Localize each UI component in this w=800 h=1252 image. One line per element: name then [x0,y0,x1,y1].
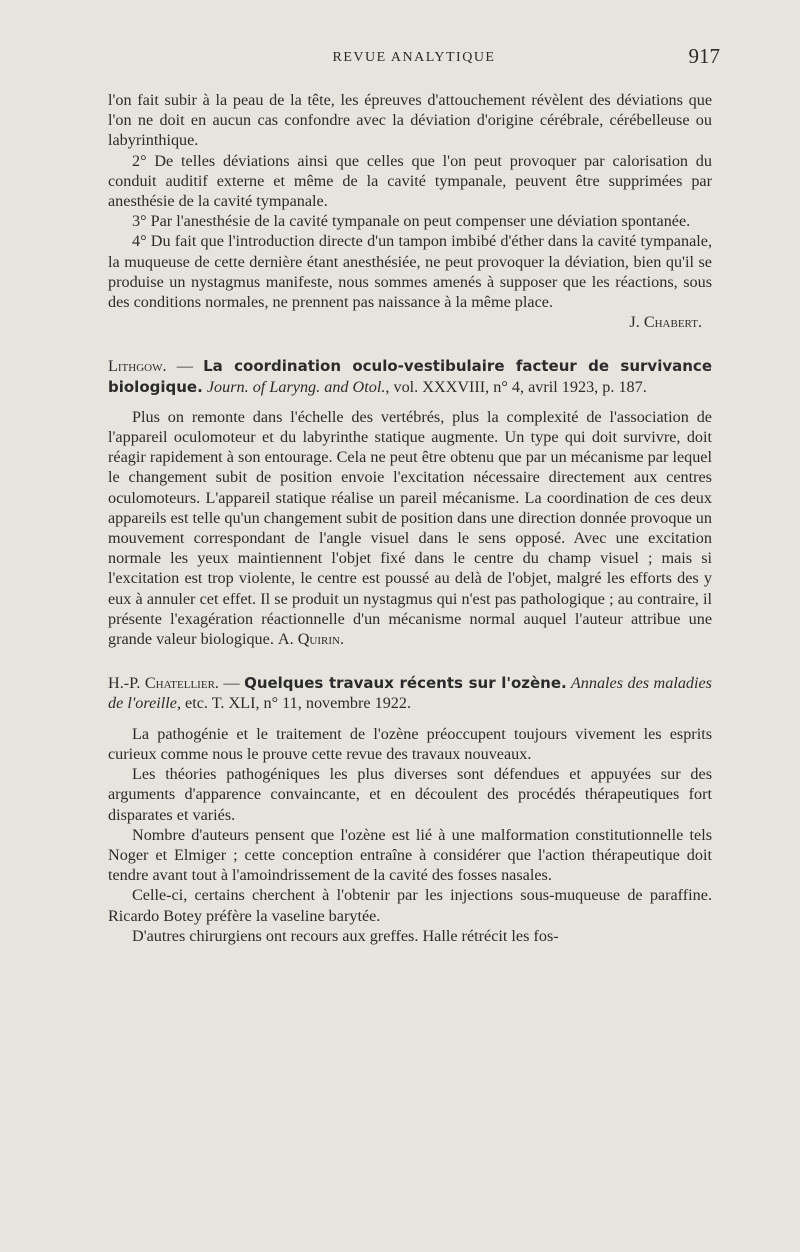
signature-quirin: A. Quirin. [277,630,344,649]
author-chatellier: H.-P. Chatellier. [108,674,219,693]
running-head: REVUE ANALYTIQUE [332,50,496,65]
abstract-lithgow [108,407,712,649]
article-title-chatellier: Quelques travaux récents sur l'ozène. [244,674,567,693]
paragraph-2: Les théories pathogéniques les plus diverses sont défendues et appuyées sur des arguments d'apparence convaincante, et en découlent des procédés thérapeutiques fort disparates et variés. [108,765,712,824]
reference-lithgow [108,356,712,396]
reference-chatellier [108,673,712,713]
paragraph-continued: l'on fait subir à la peau de la tête, les épreuves d'attouchement révèlent des déviations que l'on ne doit en aucun cas confondre avec la déviation d'origine cérébrale, cérébelleuse ou labyrinthique. [108,91,712,150]
page-number: 917 [688,44,720,68]
paragraph-4: Celle-ci, certains cherchent à l'obtenir par les injections sous-muqueuse de paraffine. Ricardo Botey préfère la vaseline barytée. [108,886,712,925]
journal-lithgow: Journ. of Laryng. and Otol. [202,377,386,396]
paragraph-3: Nombre d'auteurs pensent que l'ozène est lié à une malformation constitutionnelle tels Noger et Elmiger ; cette conception entraîne à considérer que l'action thérapeutique doit tendre avant tout à l'amoindrissement de la cavité des fosses nasales. [108,825,712,885]
paragraph-1: La pathogénie et le traitement de l'ozène préoccupent toujours vivement les esprits curieux comme nous le prouve cette revue des travaux nouveaux. [108,724,712,763]
author-lithgow: Lithgow. [108,357,167,376]
journal-chatellier: Annales des maladies de l'oreille [108,674,712,713]
item-3: 3° Par l'anesthésie de la cavité tympanale on peut compenser une déviation spontanée. [132,212,691,231]
item-2: 2° De telles déviations ainsi que celles que l'on peut provoquer par calorisation du conduit auditif externe et même de la cavité tympanale, peuvent être supprimées par anesthésie de la cavité tympanale. [108,151,712,211]
page-header [108,44,720,76]
dash: — [166,357,204,376]
citation-lithgow: , vol. XXXVIII, n° 4, avril 1923, p. 187. [385,377,647,396]
body-text [108,90,712,946]
item-4: 4° Du fait que l'introduction directe d'un tampon imbibé d'éther dans la cavité tympanale, la muqueuse de cette dernière étant anesthésiée, ne peut provoquer la déviation, bien qu'il se produise un nystagmus manifeste, nous sommes amenés à supposer que les réactions, sous des conditions normales, ne prennent pas naissance à la même place. [108,232,712,312]
citation-chatellier: , etc. T. XLI, n° 11, novembre 1922. [176,694,412,713]
dash: — [218,674,245,693]
abstract-lithgow-text: Plus on remonte dans l'échelle des vertébrés, plus la complexité de l'association de l'appareil oculomoteur et du labyrinthe statique augmente. Un type qui doit survivre, doit réagir rapidement à son entourage. Cela ne peut être obtenu que par un mécanisme par lequel le changement subit de position envoie l'excitation nécessaire directement aux centres oculomoteurs. L'appareil statique réalise un pareil mécanisme. La coordination de ces deux appareils est telle qu'un changement subit de position dans une direction donnée provoque un mouvement correspondant de l'angle visuel dans le sens opposé. Avec une excitation normale les yeux maintiennent l'objet fixé dans le centre du champ visuel ; mais si l'excitation est trop violente, le centre est poussé au delà de l'objet, malgré les efforts des y eux à annuler cet effet. Il se produit un nystagmus qui n'est pas pathologique ; au contraire, il présente l'exagération réactionnelle d'un mécanisme normal auquel l'auteur attribue une grande valeur biologique. [108,407,712,649]
paragraph-5: D'autres chirurgiens ont recours aux greffes. Halle rétrécit les fos- [132,926,559,945]
signature-chabert: J. Chabert. [629,313,702,332]
article-title-lithgow: La coordination oculo-vestibulaire facteur de survivance biologique. [108,357,712,396]
